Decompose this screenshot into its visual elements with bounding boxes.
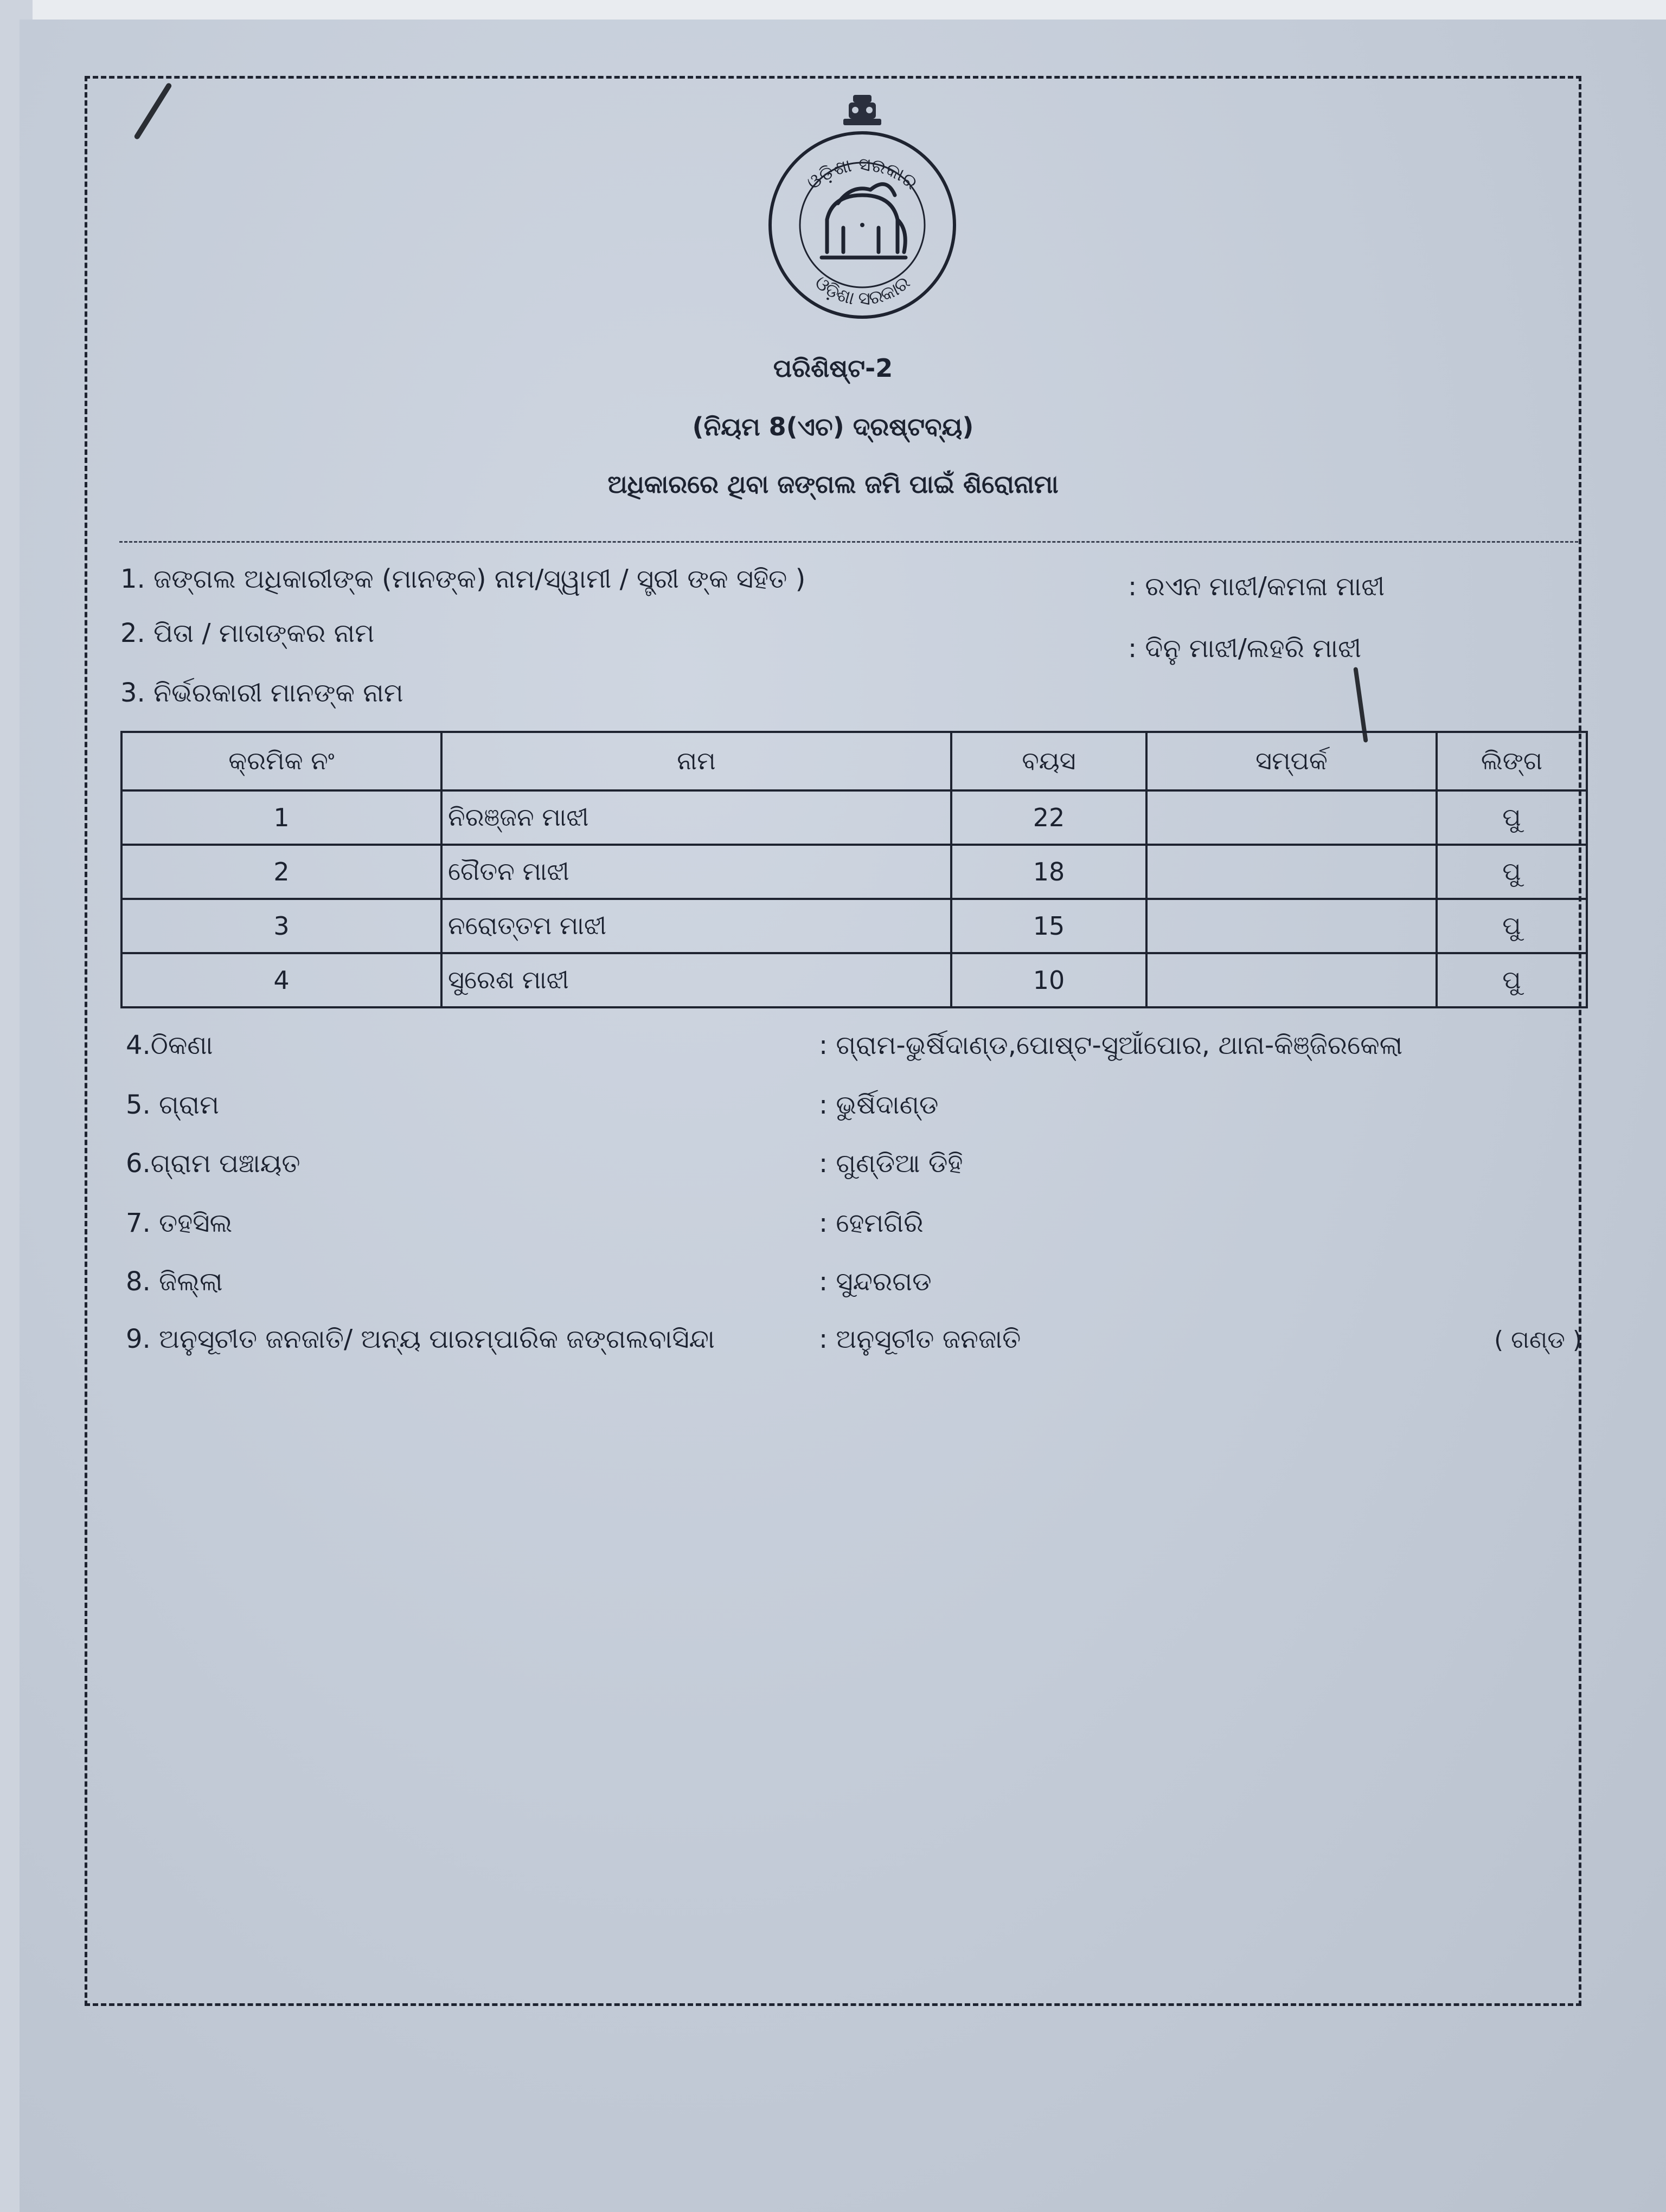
cell-name: ଗୈତନ ମାଝୀ	[441, 845, 951, 899]
cell-relation	[1146, 845, 1437, 899]
tribe-code: ( ଗଣ୍ଡ )	[1494, 1326, 1582, 1354]
document-title: ଅଧିକାରରେ ଥିବା ଜଙ୍ଗଲ ଜମି ପାଇଁ ଶିରୋନାମା	[607, 470, 1059, 499]
category-label: 9. ଅନୁସୂଚୀତ ଜନଜାତି/ ଅନ୍ୟ ପାରମ୍ପାରିକ ଜଙ୍ଗଲବାସିନ୍ଦା	[126, 1324, 715, 1354]
government-seal	[762, 95, 963, 323]
cell-relation	[1146, 899, 1437, 953]
cell-sex: ପୁ	[1437, 845, 1587, 899]
emblem-icon	[843, 95, 881, 125]
table-header-row	[121, 732, 1587, 790]
address-label: 4.ଠିକଣା	[126, 1030, 213, 1060]
dependents-table	[120, 731, 1588, 1008]
cell-age: 10	[951, 953, 1146, 1007]
table-row	[121, 845, 1587, 899]
table-row	[121, 790, 1587, 845]
cell-age: 18	[951, 845, 1146, 899]
cell-sex: ପୁ	[1437, 790, 1587, 845]
category-value: : ଅନୁସୂଚୀତ ଜନଜାତି	[819, 1324, 1021, 1354]
cell-serial: 4	[121, 953, 441, 1007]
cell-name: ନରୋତ୍ତମ ମାଝୀ	[441, 899, 951, 953]
cell-age: 15	[951, 899, 1146, 953]
column-header-sex: ଲିଙ୍ଗ	[1437, 732, 1587, 790]
seal-top-text: ଓଡ଼ିଶା ସରକାର	[803, 153, 922, 194]
cell-serial: 1	[121, 790, 441, 845]
appendix-heading: ପରିଶିଷ୍ଟ-2	[773, 353, 893, 383]
village-label: 5. ଗ୍ରାମ	[126, 1090, 219, 1120]
svg-text:ଓଡ଼ିଶା ସରକାର	[810, 272, 914, 310]
cell-serial: 2	[121, 845, 441, 899]
district-value: : ସୁନ୍ଦରଗଡ	[819, 1266, 932, 1297]
cell-serial: 3	[121, 899, 441, 953]
village-value: : ଭୁର୍ଷିଦାଣ୍ଡ	[819, 1090, 939, 1120]
seal-bottom-text: ଓଡ଼ିଶା ସରକାର	[810, 272, 914, 310]
dependents-label: 3. ନିର୍ଭରକାରୀ ମାନଙ୍କ ନାମ	[120, 678, 403, 708]
district-label: 8. ଜିଲ୍ଲା	[126, 1266, 223, 1297]
gram-panchayat-label: 6.ଗ୍ରାମ ପଞ୍ଚାୟତ	[126, 1148, 300, 1179]
table-row	[121, 953, 1587, 1007]
table-row	[121, 899, 1587, 953]
cell-name: ସୁରେଶ ମାଝୀ	[441, 953, 951, 1007]
elephant-lion-icon	[822, 184, 906, 258]
cell-age: 22	[951, 790, 1146, 845]
column-header-name: ନାମ	[441, 732, 951, 790]
address-value: : ଗ୍ରାମ-ଭୁର୍ଷିଦାଣ୍ଡ,ପୋଷ୍ଟ-ସୁଆଁପୋର, ଥାନା-କିଞ୍ଜିରକେଲା	[819, 1030, 1403, 1060]
cell-name: ନିରଞ୍ଜନ ମାଝୀ	[441, 790, 951, 845]
gram-panchayat-value: : ଗୁଣ୍ଡିଆ ଡିହି	[819, 1148, 963, 1179]
cell-sex: ପୁ	[1437, 953, 1587, 1007]
holder-name-label: 1. ଜଙ୍ଗଲ ଅଧିକାରୀଙ୍କ (ମାନଙ୍କ) ନାମ/ସ୍ୱାମୀ / ସ୍ତ୍ରୀ ଙ୍କ ସହିତ )	[120, 564, 806, 594]
cell-sex: ପୁ	[1437, 899, 1587, 953]
rule-reference: (ନିୟମ 8(ଏଚ) ଦ୍ରଷ୍ଟବ୍ୟ)	[692, 412, 974, 441]
tahasil-value: : ହେମଗିରି	[819, 1208, 924, 1238]
title-divider	[119, 541, 1578, 543]
parents-name-value: : ଦିନୁ ମାଝୀ/ଲହରି ମାଝୀ	[1128, 633, 1362, 664]
tahasil-label: 7. ତହସିଲ	[126, 1208, 233, 1238]
column-header-serial: କ୍ରମିକ ନଂ	[121, 732, 441, 790]
cell-relation	[1146, 953, 1437, 1007]
cell-relation	[1146, 790, 1437, 845]
parents-name-label: 2. ପିତା / ମାତାଙ୍କର ନାମ	[120, 618, 375, 648]
holder-name-value: : ରଏନ ମାଝୀ/କମଳା ମାଝୀ	[1128, 571, 1385, 602]
column-header-relation: ସମ୍ପର୍କ	[1146, 732, 1437, 790]
column-header-age: ବୟସ	[951, 732, 1146, 790]
